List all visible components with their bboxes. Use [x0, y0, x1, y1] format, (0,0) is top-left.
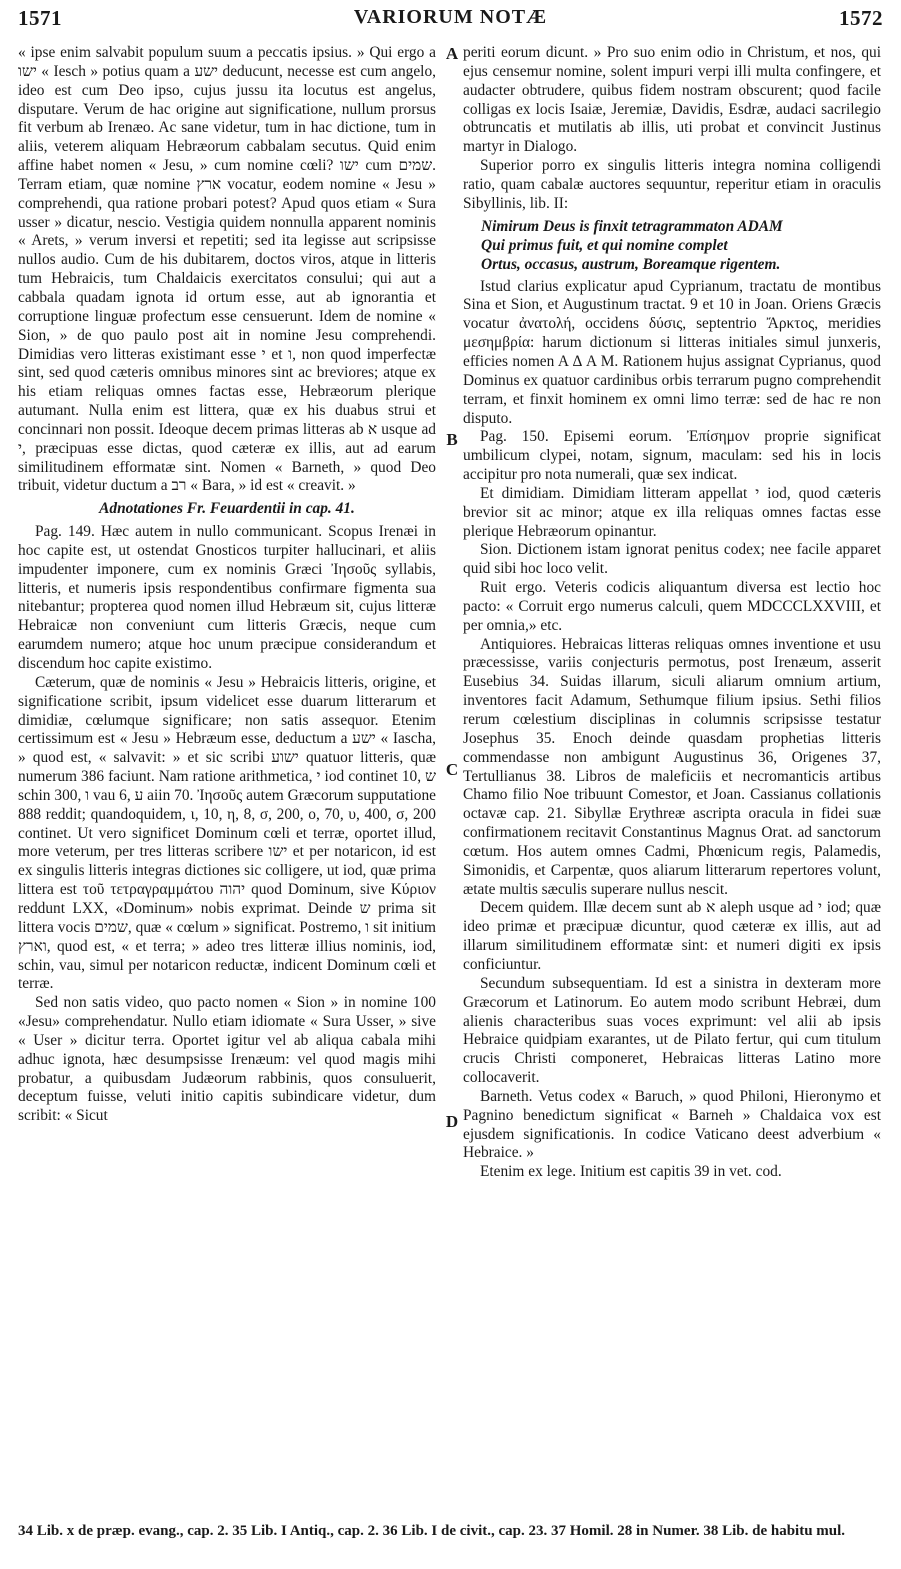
- page-number-right: 1572: [839, 6, 883, 30]
- paragraph: Pag. 150. Episemi eorum. Ἐπίσημον proprie significat umbilicum clypei, notam, signum, maculam: sed his in locis accipitur pro nota numerali, quæ sex indicat.: [463, 428, 881, 484]
- margin-letter-c: C: [445, 760, 459, 779]
- paragraph: Superior porro ex singulis litteris integra nomina colligendi ratio, quam cabalæ auctores sequuntur, reperitur etiam in oraculis Sibyllinis, lib. II:: [463, 157, 881, 212]
- margin-letter-a: A: [445, 44, 459, 63]
- margin-letter-d: D: [445, 1112, 459, 1131]
- footnotes: 34 Lib. x de præp. evang., cap. 2. 35 Lib. I Antiq., cap. 2. 36 Lib. I de civit., cap. 23. 37 Homil. 28 in Numer. 38 Lib. de habitu mul.: [18, 1523, 846, 1539]
- paragraph: Et dimidiam. Dimidiam litteram appellat י iod, quod cæteris brevior sit ac minor; atque ex illa reliquas omnes factas esse plerique Hebræorum opinantur.: [463, 484, 881, 540]
- paragraph: Secundum subsequentiam. Id est a sinistra in dexteram more Græcorum et Latinorum. Eo autem modo scribunt Hebræi, dum alienis characteribus suas voces exprimunt: vel alii ab ipsis Hebraice quidpiam exarantes, ut de Pilato fertur, qui cum titulum crucis Christi componeret, Hebraicas litteras Latino more collocaverit.: [463, 974, 881, 1087]
- verse-line: Qui primus fuit, et qui nomine complet: [481, 236, 728, 254]
- left-column: [18, 44, 436, 1524]
- page-number-left: 1571: [18, 6, 62, 30]
- paragraph: Decem quidem. Illæ decem sunt ab א aleph usque ad י iod; quæ ideo primæ et præcipuæ dicuntur, quod cæteræ ex illis, aut ad illarum similitudinem efformatæ sint: et numeri digiti ex ipsis conficiuntur.: [463, 899, 881, 973]
- paragraph: Sion. Dictionem istam ignorat penitus codex; nee facile apparet quid sibi hoc loco velit.: [463, 541, 881, 578]
- paragraph: Antiquiores. Hebraicas litteras reliquas omnes inventione et usu præcessisse, variis conjecturis permotus, post Irenæum, asserit Eusebius 34. Suidas illarum, siculi aliarum omnium artium, inventores facit Adamum, Sethumque filium ipsius. Sethi filios rerum cœlestium disciplinas in columnis scripsisse testatur Josephus 35. Enoch deinde quasdam prophetias litteris commendasse non ambigunt Augustinus 36, Origenes 37, Tertullianus 38. Libros de maleficiis et necromanticis artibus Chamo filio Noe tribuunt Comestor, et Joan. Cassianus collationis octavæ cap. 21. Sibyllæ Erythreæ ascripta oracula in fidei suæ confirmationem recitavit Constantinus Magnus Orat. ad sanctorum cœtum. Hos autem omnes Cadmi, Phœnicum regis, Palamedis, Simonidis, et Carpentæ, quos aliarum litterarum repertores volunt, ætate multis sæculis superare nullus nescit.: [463, 635, 881, 898]
- margin-letter-b: B: [446, 430, 458, 449]
- paragraph: Ruit ergo. Veteris codicis aliquantum diversa est lectio hoc pacto: « Corruit ergo numerus calculi, quem MDCCCLXXVIII, et per omnia,» etc.: [463, 579, 881, 634]
- running-head: [18, 6, 883, 46]
- verse-line: Nimirum Deus is finxit tetragrammaton ADAM: [481, 217, 783, 235]
- paragraph: « ipse enim salvabit populum suum a peccatis ipsius. » Qui ergo a ישו « Iesch » potius quam a ישע deducunt, necesse est cum angelo, ideo est cum Deo ipso, cujus jussu ita locutus est angelus, disputare. Verum de hac origine aut significatione, nullum prorsus fit verbum ab Irenæo. Ac sane videtur, tum in hac dictione, tum in aliis, veterem aliquam Hebræorum cabbalam secutus. Quid enim affine habet nomen « Jesu, » cum nomine cœli? ישו cum שמים. Terram etiam, quæ nomine ארץ vocatur, eodem nomine « Jesu » comprehendi, qua ratione probari potest? Apud quos etiam « Sura usser » dicatur, nescio. Vestigia quidem nonnulla apparent nominis « Arets, » verum inversi et repetiti; sed ita legisse aut scripsisse nullos audio. Cum de his dubitarem, doctos viros, atque in litteris tum Hebraicis, tum Chaldaicis exercitatos consului; qui aut a cabbala quadam ignota id ortum esse, aut ab ignorantia et corruptione linguæ profectum esse censuerunt. Idem de nomine « Sion, » de quo paulo post ait in nomine Jesu comprehendi. Dimidias vero litteras existimant esse י et ו, non quod imperfectæ sint, sed quod cæteris omnibus minores sint ac breviores; atque ex his etiam reliquas omnes factas esse, Hebræorum plerique autumant. Nulla enim est littera, quæ ex his duabus strui et concinnari non possit. Ideoque decem primas litteras ab א usque ad י, præcipuas esse dictas, quod cæteræ ex illis, aut ad earum similitudinem efformatæ sint. Nomen « Barneth, » quod Deo tribuit, videtur ductum a רב « Bara, » id est « creavit. »: [18, 44, 436, 495]
- section-heading: Adnotationes Fr. Feuardentii in cap. 41.: [99, 500, 355, 518]
- verse-line: Ortus, occasus, austrum, Boreamque rigentem.: [481, 255, 781, 273]
- paragraph: Barneth. Vetus codex « Baruch, » quod Philoni, Hieronymo et Pagnino benedictum significat « Barneh » Chaldaica vox est ejusdem significationis. In codice Vaticano deest adverbium « Hebraice. »: [463, 1087, 881, 1162]
- paragraph: Pag. 149. Hæc autem in nullo communicant. Scopus Irenæi in hoc capite est, ut ostendat Gnosticos turpiter hallucinari, et aliis impudenter imponere, cum ex nominis Græci Ἰησοῦς syllabis, litteris, et numeris ipsis respondentibus confirmare figmenta sua nitebantur; propterea quod nomen illud Hebræum sit, cujus litteræ Hebraicæ non conveniunt cum litteris Græcis, neque cum earumdem numero; atque hoc unum præcipue considerandum et discendum hoc capite existimo.: [18, 523, 436, 672]
- right-column: [463, 44, 881, 1524]
- paragraph: Sed non satis video, quo pacto nomen « Sion » in nomine 100 «Jesu» comprehendatur. Nullo etiam idiomate « Sura Usser, » sive « User » dicitur terra. Oportet igitur vel ab aliqua cabala mihi adhuc ignota, hæc desumpsisse Irenæum: vel quod magis mihi probatur, a quibusdam Judæorum rabbinis, quos consuluerit, deceptum fuisse, veluti initio capitis subindicare videtur, dum scribit: « Sicut: [18, 994, 436, 1125]
- paragraph: Etenim ex lege. Initium est capitis 39 in vet. cod.: [479, 1163, 782, 1181]
- paragraph: Cæterum, quæ de nominis « Jesu » Hebraicis litteris, origine, et significatione scribit, ipsum videlicet esse duarum litterarum et dimidiæ, cœlumque significare; non satis assequor. Etenim certissimum est « Jesu » Hebræum esse, deductum a ישע « Iascha, » quod est, « salvavit: » et sic scribi ישוע quatuor litteris, quæ numerum 386 faciunt. Nam ratione arithmetica, י iod continet 10, ש schin 300, ו vau 6, ע aiin 70. Ἰησοῦς autem Græcorum supputatione 888 reddit; quandoquidem, ι, 10, η, 8, σ, 200, ο, 70, υ, 400, σ, 200 continet. Ut vero significet Dominum cœli et terræ, oportet illud, more veterum, per tres litteras scribere ישו et per notaricon, id est ex singulis litteris integras dictiones sic colligere, ut iod, quæ prima littera est τοῦ τετραγραμμάτου יהוה quod Dominum, sive Κύριον reddunt LXX, «Dominum» nobis exprimat. Deinde ש prima sit littera vocis שמים, quæ « cœlum » significat. Postremo, ו sit initium וארץ, quod est, « et terra; » adeo tres litteræ illius nominis, iod, schin, vau, simul per notaricon reductæ, indicent Dominum cœli et terræ.: [18, 673, 436, 993]
- paragraph: Istud clarius explicatur apud Cyprianum, tractatu de montibus Sina et Sion, et Augustinum tractat. 9 et 10 in Joan. Oriens Græcis vocatur ἀνατολή, occidens δύσις, septentrio Ἄρκτος, meridies μεσημβρία: harum dictionum si litteras initiales simul junxeris, efficies nomen A Δ A M. Rationem hujus assignat Cyprianus, quod Dominus ex quatuor cardinibus orbis terrarum pugno comprehendit terram, et finxit hominem ex omni limo terræ: sed de hac re non disputo.: [463, 277, 881, 427]
- sibylline-verse: [481, 217, 881, 274]
- running-title: VARIORUM NOTÆ: [353, 6, 548, 28]
- paragraph: periti eorum dicunt. » Pro suo enim odio in Christum, et nos, qui ejus censemur nomine, solent impuri verpi illi multa confingere, et audacter obtrudere, quibus fidem nostram obscurent; quod facile colligas ex locis Isaiæ, Jeremiæ, Davidis, Esdræ, audaci sacrilegio obtruncatis et mutilatis ab illis, uti probat et convincit Justinus martyr in Dialogo.: [463, 44, 881, 156]
